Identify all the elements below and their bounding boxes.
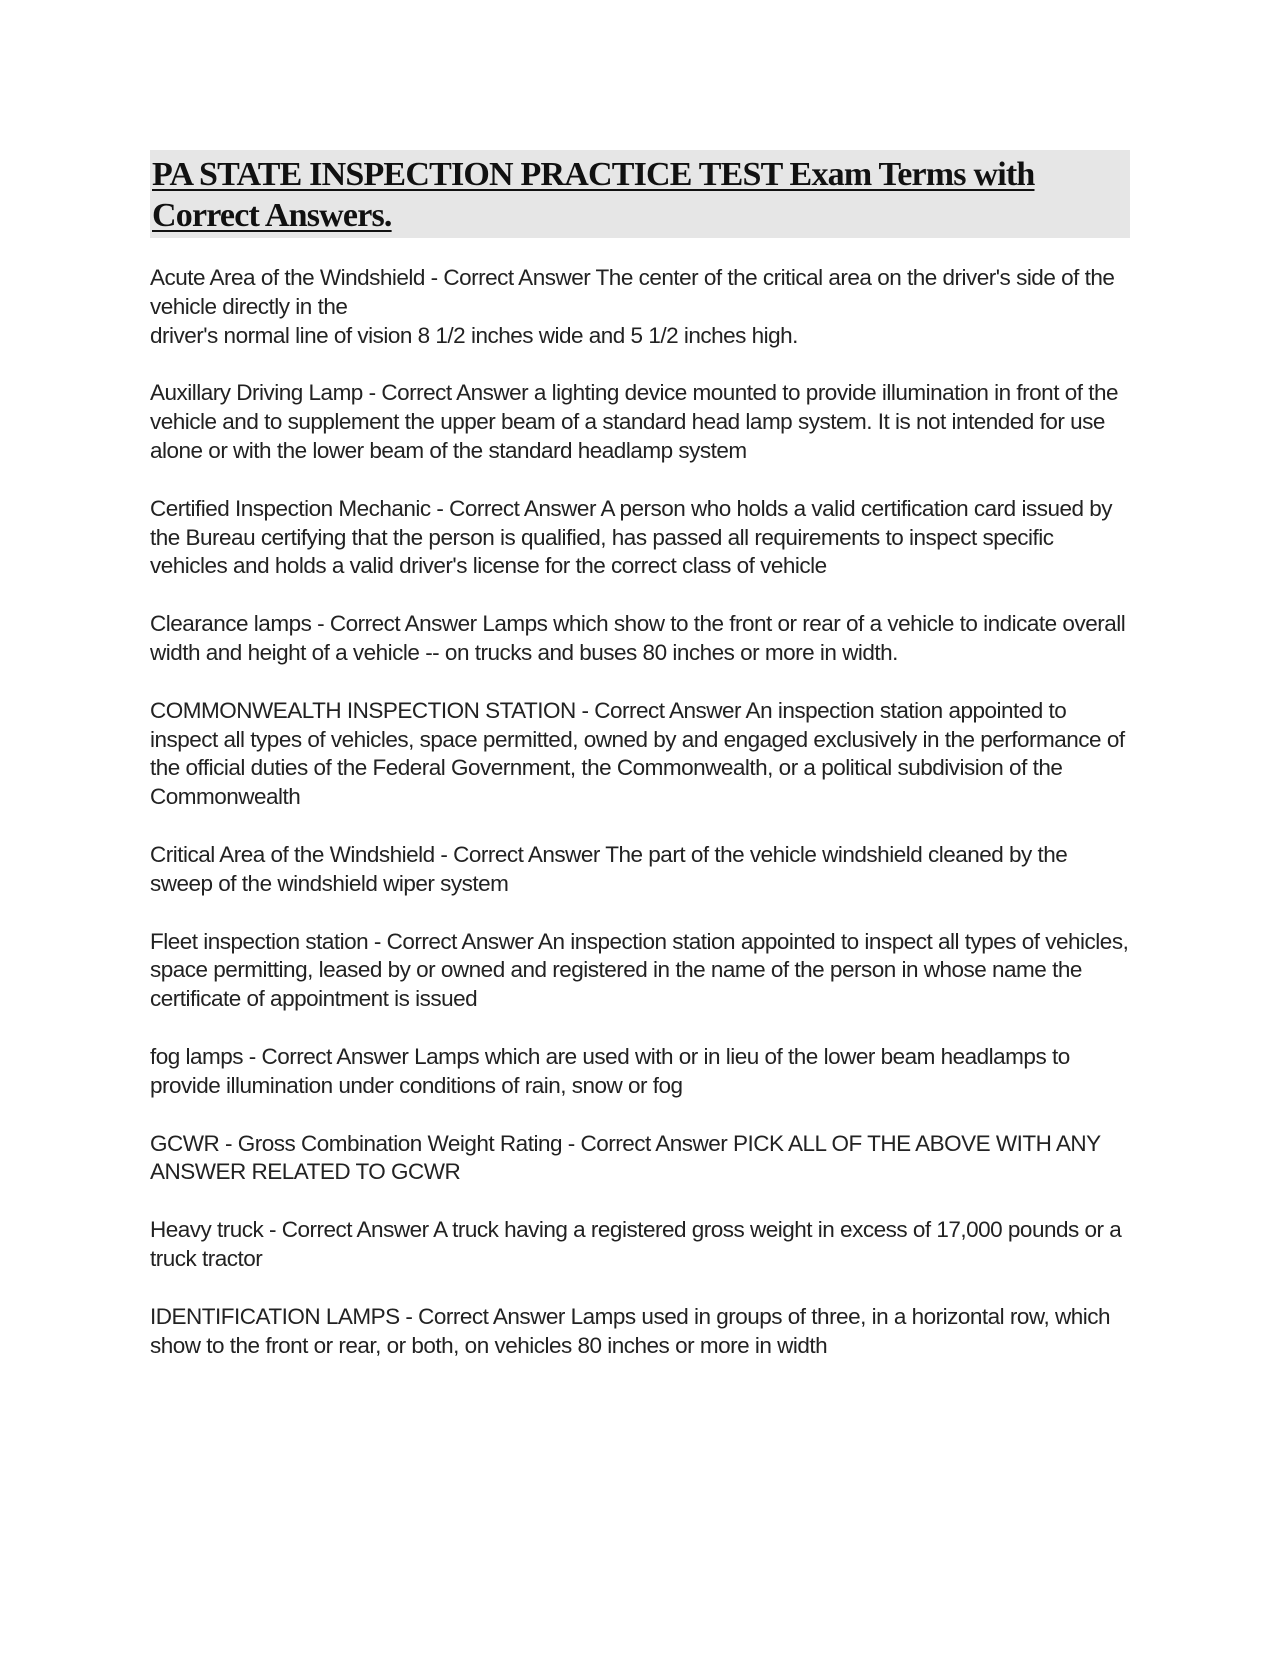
title-block <box>150 150 1130 238</box>
term-entry: Clearance lamps - Correct Answer Lamps which show to the front or rear of a vehicle to indicate overall width and height of a vehicle -- on trucks and buses 80 inches or more in width. <box>150 611 1126 665</box>
term-entry: GCWR - Gross Combination Weight Rating - Correct Answer PICK ALL OF THE ABOVE WITH ANY ANSWER RELATED TO GCWR <box>150 1130 1101 1185</box>
term-entry: Heavy truck - Correct Answer A truck having a registered gross weight in excess of 17,000 pounds or a truck tractor <box>150 1217 1122 1271</box>
term-entry: COMMONWEALTH INSPECTION STATION - Correct Answer An inspection station appointed to inspect all types of vehicles, space permitted, owned by and engaged exclusively in the performance of the official duties of the Federal Government, the Commonwealth, or a political subdivision of the Commonwealth <box>150 697 1125 810</box>
term-entry: fog lamps - Correct Answer Lamps which are used with or in lieu of the lower beam headlamps to provide illumination under conditions of rain, snow or fog <box>150 1043 1070 1098</box>
term-entry: Critical Area of the Windshield - Correct Answer The part of the vehicle windshield cleaned by the sweep of the windshield wiper system <box>150 841 1068 896</box>
document-page <box>150 150 1130 1389</box>
term-entry: Auxillary Driving Lamp - Correct Answer a lighting device mounted to provide illumination in front of the vehicle and to supplement the upper beam of a standard head lamp system. It is not intended for use alone or with the lower beam of the standard headlamp system <box>150 380 1118 463</box>
term-entry: Fleet inspection station - Correct Answer An inspection station appointed to inspect all types of vehicles, space permitting, leased by or owned and registered in the name of the person in whose name the certificate of appointment is issued <box>150 928 1129 1012</box>
document-title: PA STATE INSPECTION PRACTICE TEST Exam Terms with Correct Answers. <box>152 156 1035 234</box>
term-entry: Certified Inspection Mechanic - Correct Answer A person who holds a valid certification card issued by the Bureau certifying that the person is qualified, has passed all requirements to inspect specific vehicles and holds a valid driver's license for the correct class of vehicle <box>150 495 1112 579</box>
term-entry: IDENTIFICATION LAMPS - Correct Answer Lamps used in groups of three, in a horizontal row, which show to the front or rear, or both, on vehicles 80 inches or more in width <box>150 1303 1110 1358</box>
terms-list <box>150 264 1130 1360</box>
term-entry: Acute Area of the Windshield - Correct Answer The center of the critical area on the driver's side of the vehicle directly in the driver's normal line of vision 8 1/2 inches wide and 5 1/2 inches high. <box>150 265 1115 348</box>
